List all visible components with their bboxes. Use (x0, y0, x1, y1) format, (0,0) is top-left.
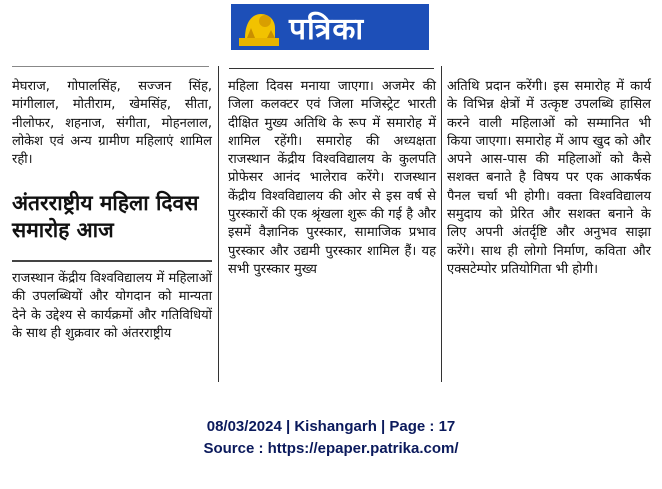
footer-date-edition: 08/03/2024 | Kishangarh | Page : 17 (206, 418, 456, 435)
article-headline: अंतरराष्ट्रीय महिला दिवस समारोह आज (12, 191, 199, 242)
column2-body-text: महिला दिवस मनाया जाएगा। अजमेर की जिला कलक्टर एवं जिला मजिस्ट्रेट भारती दीक्षित मुख्य अतिथि के रूप में समारोह में शामिल रहेंगी। समारोह की अध्यक्षता राजस्थान केंद्रीय विश्वविद्यालय के कुलपति प्रोफेसर आनंद भालेराव करेंगे। राजस्थान केंद्रीय विश्वविद्यालय की ओर से इस वर्ष से पुरस्कारों की एक श्रृंखला शुरू की गई है और इसमें वैज्ञानिक पुरस्कार, सामाजिक प्रभाव पुरस्कार और उद्यमी पुरस्कार शामिल हैं। यह सभी पुरस्कार मुख्य (228, 79, 436, 277)
column1-intro-text: मेघराज, गोपालसिंह, सज्जन सिंह, मांगीलाल, मोतीराम, खेमसिंह, सीता, नीलोफर, शहनाज, संगीता, मोहनलाल, लोकेश एवं अन्य ग्रामीण महिलाएं शामिल रही। (12, 79, 212, 168)
footer-source: Source : https://epaper.patrika.com/ (203, 440, 459, 457)
headline-rule (12, 260, 212, 262)
column1-body-text: राजस्थान केंद्रीय विश्वविद्यालय में महिलाओं की उपलब्धियों और योगदान को मान्यता देने के उद्देश्य से कार्यक्रमों और गतिविधियों के साथ ही शुक्रवार को अंतरराष्ट्रीय (12, 271, 212, 341)
column-divider-2 (441, 66, 442, 382)
column3-body-text: अतिथि प्रदान करेंगी। इस समारोह में कार्य के विभिन्न क्षेत्रों में उत्कृष्ट उपलब्धि हासिल करने वाली महिलाओं को सम्मानित भी किया जाएगा। समारोह में आप खुद को और अपने आस-पास की महिलाओं को कैसे सशक्त बनाते है विषय पर एक आकर्षक पैनल चर्चा भी होगी। वक्ता विश्वविद्यालय समुदाय को प्रेरित और सशक्त बनाने के लिए अपनी अंतर्दृष्टि और अनुभव साझा करेंगे। साथ ही लोगो निर्माण, कविता और एक्सटेम्पोर प्रतियोगिता भी होगी। (447, 79, 651, 277)
column2-top-rule (229, 68, 434, 69)
lion-emblem-icon (237, 6, 281, 48)
masthead-logo (231, 4, 429, 50)
column-divider-1 (218, 66, 219, 382)
masthead-title: पत्रिका (289, 11, 365, 47)
column1-top-rule (12, 66, 209, 67)
